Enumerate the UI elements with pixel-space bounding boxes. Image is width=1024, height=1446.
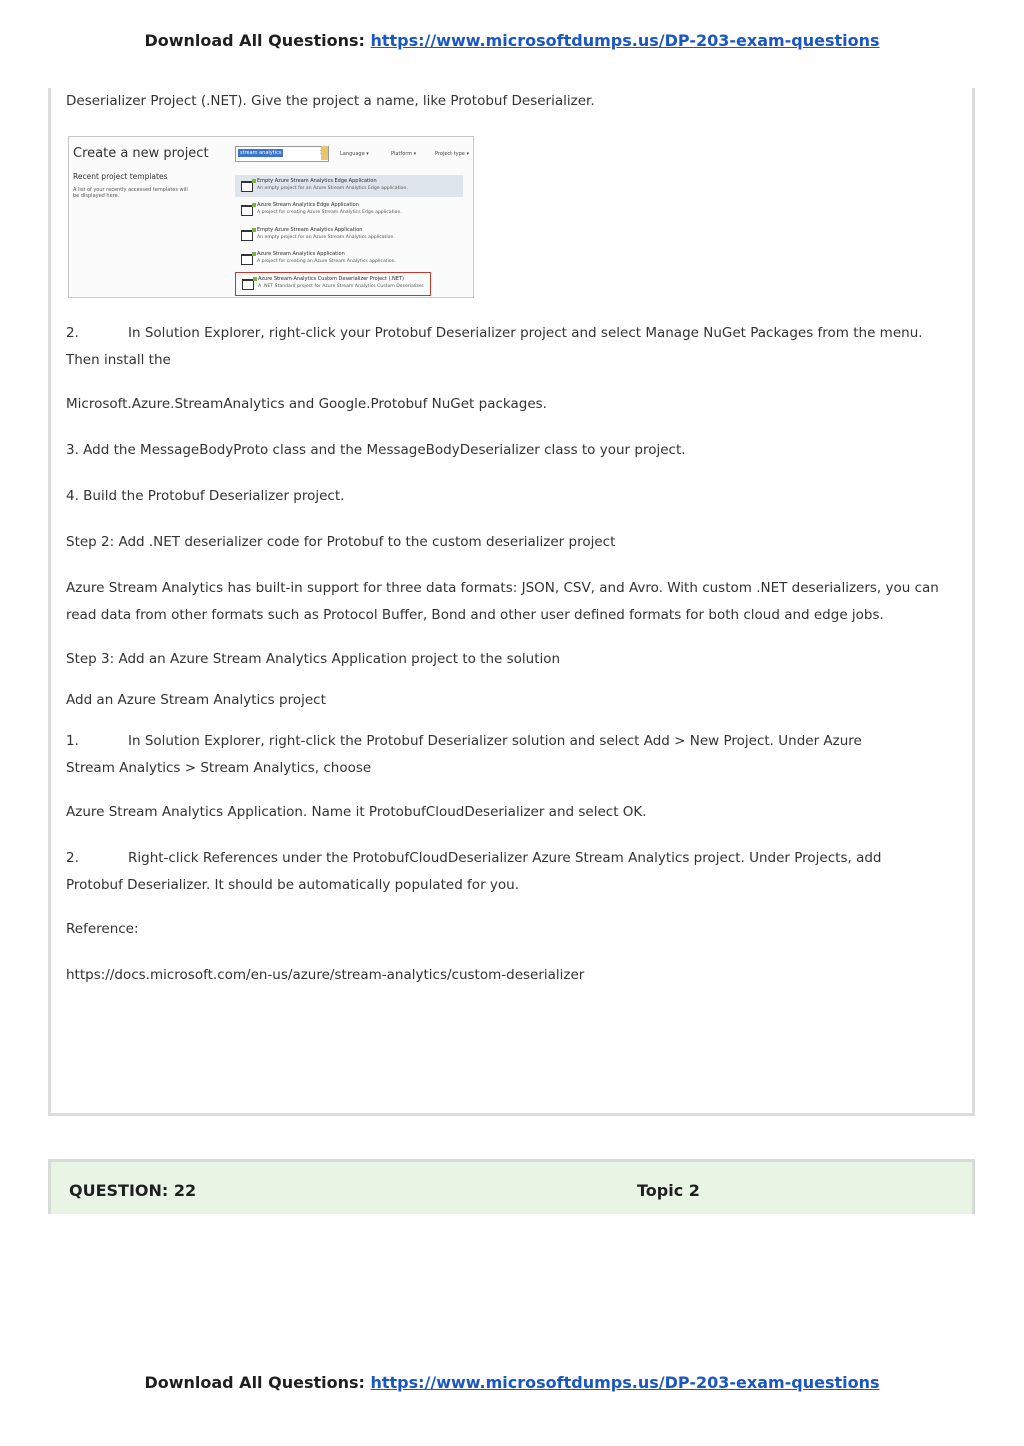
project-template-icon bbox=[241, 181, 253, 192]
filter-platform: Platform ▾ bbox=[391, 151, 417, 157]
header-prefix: Download All Questions: bbox=[144, 31, 371, 50]
step-2-text: 2. In Solution Explorer, right-click your Protobuf Deserializer project and select Manage NuGet Packages from the menu. Then install the bbox=[66, 325, 923, 368]
filter-project-type: Project type ▾ bbox=[435, 151, 469, 157]
reference-label: Reference: bbox=[66, 921, 139, 937]
page-footer bbox=[0, 1373, 1024, 1392]
solution-step-1: 1. In Solution Explorer, right-click the Protobuf Deserializer solution and select Add > New Project. Under Azure Stream Analytics > Stream Analytics, choose bbox=[66, 733, 862, 776]
question-bar bbox=[48, 1159, 975, 1214]
template-item-highlighted: Azure Stream Analytics Custom Deserializer Project (.NET) A .NET Standard project for Azure Stream Analytics Custom Deserializer. bbox=[235, 272, 431, 296]
project-template-icon bbox=[241, 230, 253, 241]
footer-prefix: Download All Questions: bbox=[144, 1373, 371, 1392]
template-item: Empty Azure Stream Analytics Application An empty project for an Azure Stream Analytics application. bbox=[235, 224, 463, 246]
step-4-text: 4. Build the Protobuf Deserializer project. bbox=[66, 488, 345, 504]
intro-text: Deserializer Project (.NET). Give the project a name, like Protobuf Deserializer. bbox=[66, 93, 595, 109]
page-header bbox=[0, 31, 1024, 50]
recent-templates-heading: Recent project templates bbox=[73, 172, 168, 181]
template-search-input bbox=[235, 146, 329, 162]
reference-url: https://docs.microsoft.com/en-us/azure/stream-analytics/custom-deserializer bbox=[66, 967, 585, 983]
question-topic: Topic 2 bbox=[637, 1181, 700, 1200]
step-3-text: 3. Add the MessageBodyProto class and the MessageBodyDeserializer class to your project. bbox=[66, 442, 686, 458]
solution-step-2: 2. Right-click References under the ProtobufCloudDeserializer Azure Stream Analytics project. Under Projects, add Protobuf Deserializer. It should be automatically populated for you. bbox=[66, 850, 882, 893]
template-item: Azure Stream Analytics Edge Application A project for creating Azure Stream Analytics Edge application. bbox=[235, 199, 463, 221]
step-3-heading: Step 3: Add an Azure Stream Analytics Application project to the solution bbox=[66, 651, 561, 667]
search-query: stream analytics bbox=[240, 150, 282, 156]
step-2-heading: Step 2: Add .NET deserializer code for Protobuf to the custom deserializer project bbox=[66, 534, 616, 550]
project-template-icon bbox=[241, 254, 253, 265]
recent-templates-desc: A list of your recently accessed templates will be displayed here. bbox=[73, 187, 188, 199]
create-project-screenshot bbox=[68, 136, 474, 298]
search-dropdown-icon bbox=[321, 146, 328, 160]
template-item: Empty Azure Stream Analytics Edge Application An empty project for an Azure Stream Analytics Edge application. bbox=[235, 175, 463, 197]
formats-paragraph: Azure Stream Analytics has built-in support for three data formats: JSON, CSV, and Avro. With custom .NET deserializers, you can read data from other formats such as Protocol Buffer, Bond and other user defined formats for both cloud and edge jobs. bbox=[66, 580, 939, 623]
add-project-text: Add an Azure Stream Analytics project bbox=[66, 692, 326, 708]
footer-download-link[interactable]: https://www.microsoftdumps.us/DP-203-exam-questions bbox=[370, 1373, 880, 1392]
filter-language: Language ▾ bbox=[340, 151, 369, 157]
project-template-icon bbox=[241, 205, 253, 216]
project-template-icon bbox=[242, 279, 254, 290]
nuget-packages-text: Microsoft.Azure.StreamAnalytics and Google.Protobuf NuGet packages. bbox=[66, 396, 547, 412]
template-item: Azure Stream Analytics Application A project for creating an Azure Stream Analytics application. bbox=[235, 248, 463, 270]
header-download-link[interactable]: https://www.microsoftdumps.us/DP-203-exam-questions bbox=[370, 31, 880, 50]
screenshot-title: Create a new project bbox=[73, 146, 209, 161]
solution-step-1-cont: Azure Stream Analytics Application. Name it ProtobufCloudDeserializer and select OK. bbox=[66, 804, 647, 820]
question-number: QUESTION: 22 bbox=[69, 1181, 197, 1200]
